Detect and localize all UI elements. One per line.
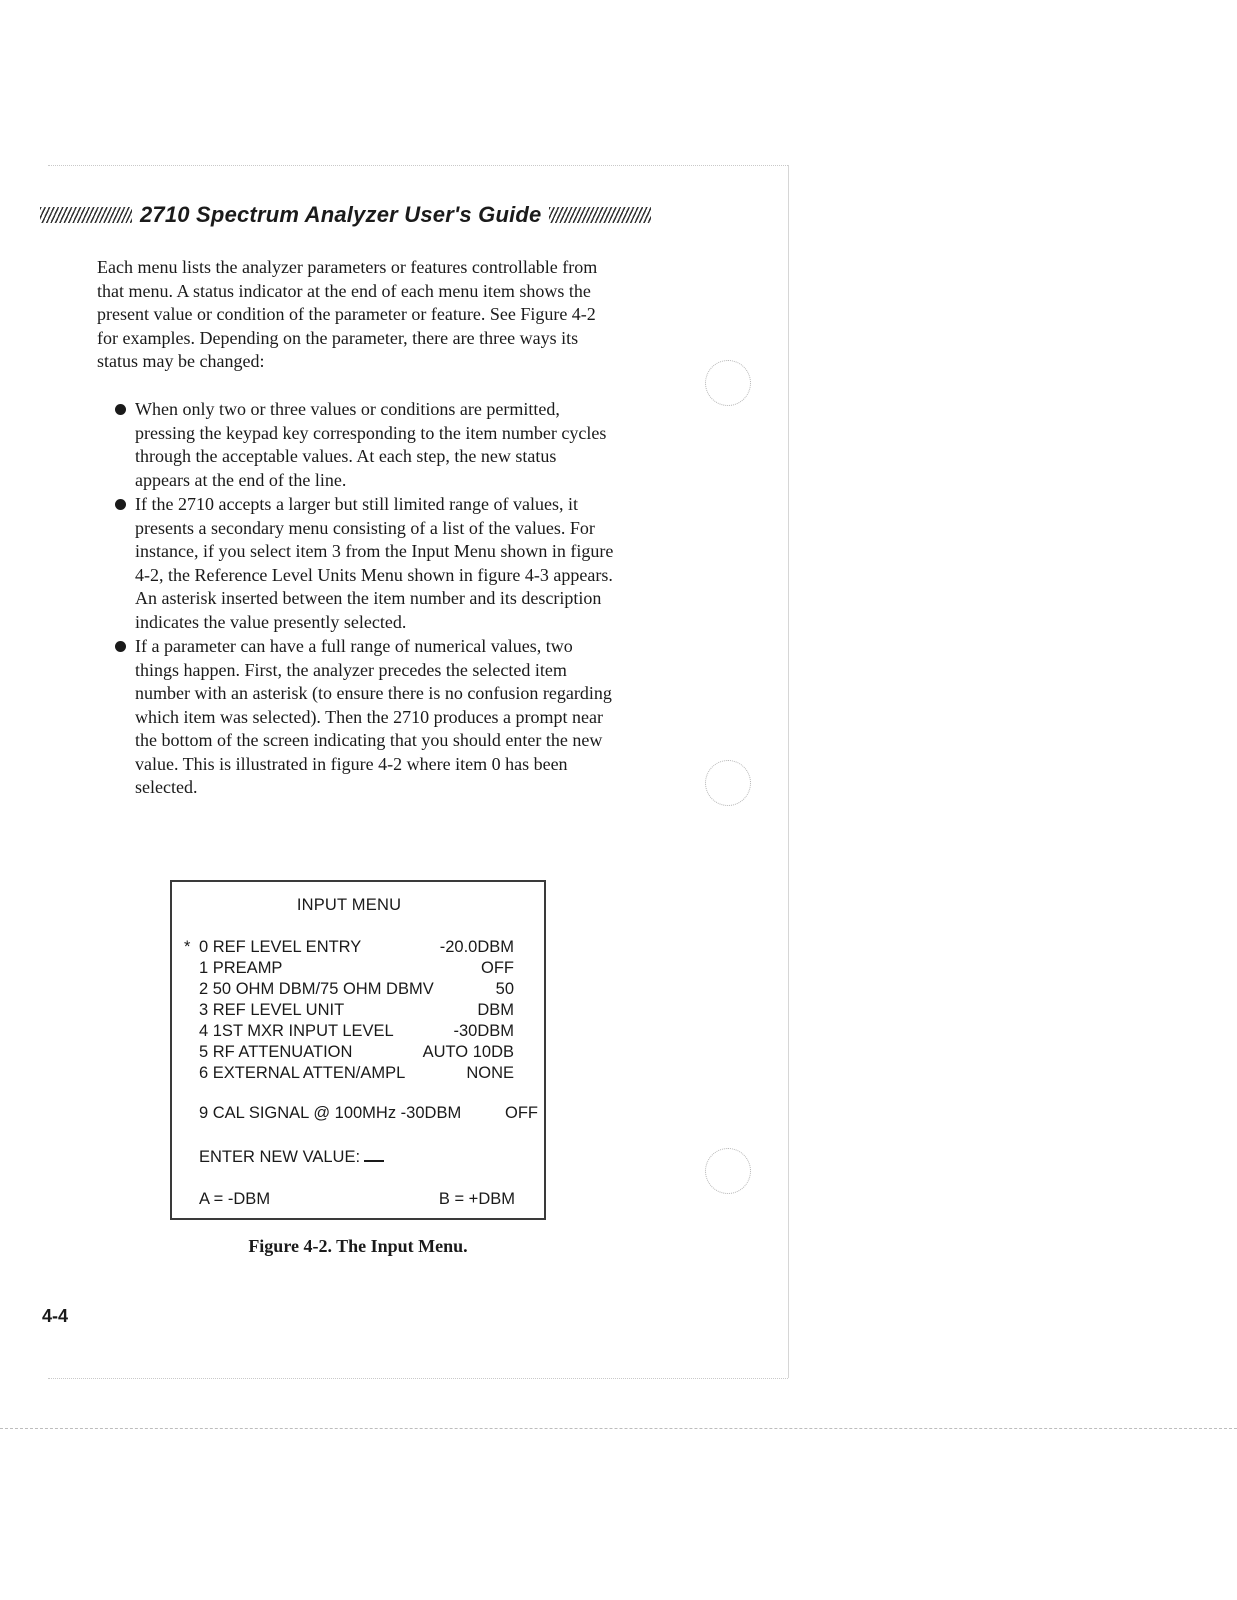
figure-caption: Figure 4-2. The Input Menu.	[248, 1236, 468, 1256]
menu-item-label: 2 50 OHM DBM/75 OHM DBMV	[199, 980, 434, 998]
scan-edge	[0, 1428, 1237, 1429]
menu-item-value: -30DBM	[453, 1022, 514, 1040]
menu-item-label: 5 RF ATTENUATION	[199, 1043, 353, 1061]
binder-hole-icon	[705, 360, 751, 406]
binder-hole-icon	[705, 760, 751, 806]
cal-signal-value: OFF	[505, 1104, 538, 1122]
page-edge-bottom	[48, 1378, 788, 1379]
selection-asterisk	[184, 980, 199, 1000]
cal-signal-item	[184, 1104, 538, 1124]
entry-prompt-label: ENTER NEW VALUE:	[199, 1148, 361, 1166]
menu-item-value: OFF	[481, 959, 514, 977]
selection-asterisk	[184, 1001, 199, 1021]
input-menu-figure	[170, 880, 546, 1220]
bullet-item	[115, 635, 615, 800]
bullet-icon	[115, 641, 126, 652]
bullet-text: If the 2710 accepts a larger but still limited range of values, it presents a secondary menu consisting of a list of the values. For instance, if you select item 3 from the Input Menu shown in figure 4-2, the Reference Level Units Menu shown in figure 4-3 appears. An asterisk inserted between the item number and its description indicates the value presently selected.	[135, 494, 614, 632]
menu-item-value: -20.0DBM	[439, 938, 514, 956]
unit-keys	[199, 1190, 515, 1209]
header-hatch-right	[549, 207, 651, 223]
bullet-text: If a parameter can have a full range of numerical values, two things happen. First, the analyzer precedes the selected item number with an asterisk (to ensure there is no confusion regarding which item was selected). Then the 2710 produces a prompt near the bottom of the screen indicating that you should enter the new value. This is illustrated in figure 4-2 where item 0 has been selected.	[135, 636, 612, 797]
menu-item	[184, 1001, 514, 1021]
binder-hole-icon	[705, 1148, 751, 1194]
key-a-label: A = -DBM	[199, 1190, 271, 1208]
menu-item-value: 50	[495, 980, 514, 998]
header-title: 2710 Spectrum Analyzer User's Guide	[140, 202, 542, 227]
entry-prompt	[199, 1146, 384, 1167]
menu-item	[184, 980, 514, 1000]
menu-item-value: DBM	[477, 1001, 514, 1019]
bullet-icon	[115, 499, 126, 510]
menu-item	[184, 959, 514, 979]
menu-item-label: 4 1ST MXR INPUT LEVEL	[199, 1022, 394, 1040]
menu-item-label: 0 REF LEVEL ENTRY	[199, 938, 362, 956]
key-b-label: B = +DBM	[438, 1190, 515, 1208]
bullet-list	[115, 398, 615, 801]
menu-title: INPUT MENU	[296, 896, 402, 914]
page-edge-top	[48, 165, 788, 166]
selection-asterisk	[184, 1043, 199, 1063]
menu-item	[184, 1064, 514, 1084]
selection-asterisk	[184, 959, 199, 979]
cal-signal-label: 9 CAL SIGNAL @ 100MHz -30DBM	[199, 1104, 462, 1122]
page-edge-right	[788, 165, 789, 1378]
page-number: 4-4	[42, 1306, 69, 1326]
header-hatch-left	[40, 207, 132, 223]
menu-item-value: NONE	[466, 1064, 514, 1082]
menu-item-value: AUTO 10DB	[422, 1043, 514, 1061]
intro-paragraph: Each menu lists the analyzer parameters or features controllable from that menu. A status indicator at the end of each menu item shows the present value or condition of the parameter or feature. See Figure 4-2 for examples. Depending on the parameter, there are three ways its status may be changed:	[97, 257, 598, 371]
menu-item-label: 3 REF LEVEL UNIT	[199, 1001, 345, 1019]
selection-asterisk	[184, 1022, 199, 1042]
cursor-icon	[364, 1146, 384, 1162]
selection-asterisk: *	[184, 938, 191, 956]
menu-item-label: 1 PREAMP	[199, 959, 283, 977]
menu-item-label: 6 EXTERNAL ATTEN/AMPL	[199, 1064, 406, 1082]
bullet-item	[115, 398, 615, 492]
bullet-item	[115, 493, 615, 634]
bullet-icon	[115, 404, 126, 415]
bullet-text: When only two or three values or conditions are permitted, pressing the keypad key corresponding to the item number cycles through the acceptable values. At each step, the new status appears at the end of the line.	[135, 399, 607, 490]
selection-asterisk	[184, 1064, 199, 1084]
menu-item	[184, 938, 514, 958]
menu-item	[184, 1022, 514, 1042]
running-header	[40, 200, 720, 230]
menu-item	[184, 1043, 514, 1063]
